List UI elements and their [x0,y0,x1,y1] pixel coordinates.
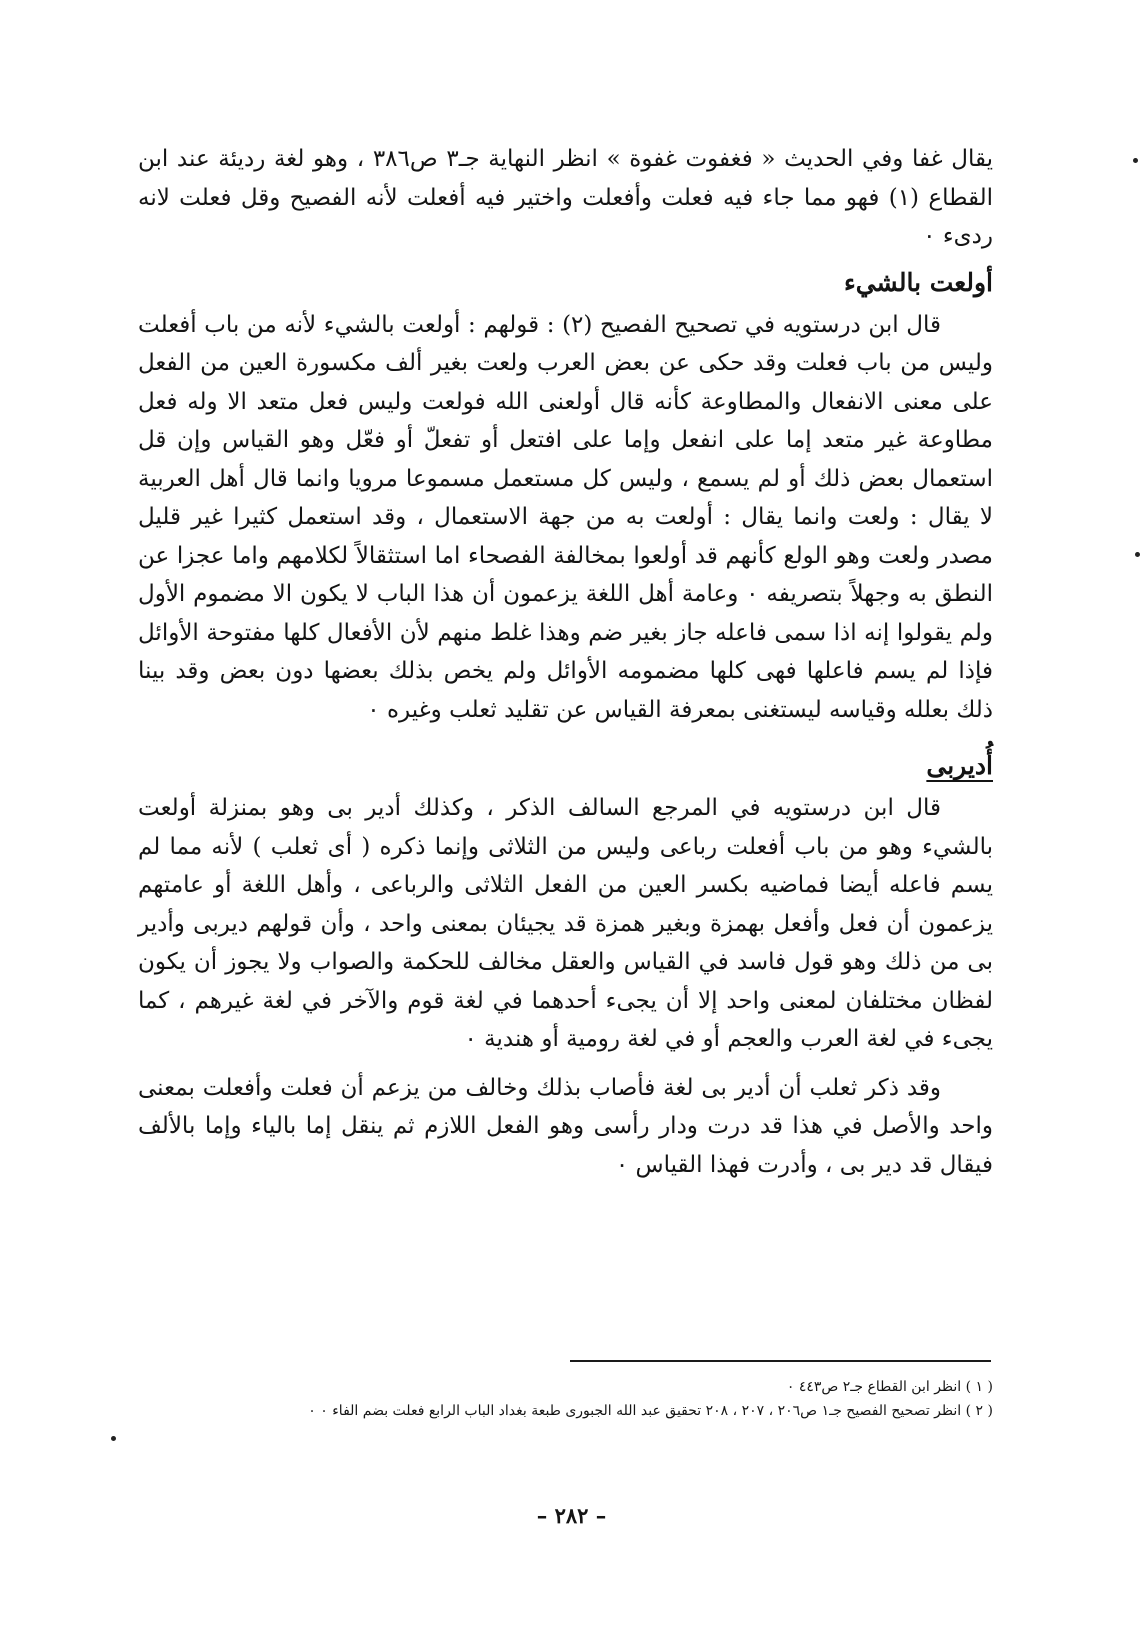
footnotes [138,1375,993,1423]
section-heading-text: أُديربى [926,751,993,780]
margin-dot [1133,158,1138,163]
page-body [138,140,993,1184]
margin-dot [111,1436,116,1441]
body-paragraph: قال ابن درستويه في المرجع السالف الذكر ، وكذلك أدير بى وهو بمنزلة أولعت بالشيء وهو من باب أفعلت رباعى وليس من الثلاثى وإنما ذكره ( أى ثعلب ) لأنه مما لم يسم فاعله أيضا فماضيه بكسر العين من الفعل الثلاثى والرباعى ، وأهل اللغة أو عامتهم يزعمون أن فعل وأفعل بهمزة وبغير همزة قد يجيئان بمعنى واحد ، وأن قولهم ديربى وأدير بى من ذلك وهو قول فاسد في القياس والعقل مخالف للحكمة والصواب ولا يجوز أن يكون لفظان مختلفان لمعنى واحد إلا أن يجىء أحدهما في لغة قوم والآخر في لغة غيرهم ، كما يجىء في لغة العرب والعجم أو في لغة رومية أو هندية ٠ [138,795,993,1052]
margin-dot [1135,552,1140,557]
section-heading-awlaat: أولعت بالشيء [843,267,993,297]
footnote-separator [570,1360,991,1362]
page-number: – ٢٨٢ – [536,1503,607,1528]
body-paragraph: قال ابن درستويه في تصحيح الفصيح (٢) : قولهم : أولعت بالشيء لأنه من باب أفعلت وليس من باب فعلت وقد حكى عن بعض العرب ولعت بغير ألف مكسورة العين من الفعل على معنى الانفعال والمطاوعة كأنه قال أولعنى الله فولعت وليس فعل متعد الا وله فعل مطاوعة غير متعد إما على انفعل وإما على افتعل أو تفعلّ أو فعّل وهو القياس وإن قل استعمال بعض ذلك أو لم يسمع ، وليس كل مستعمل مسموعا مرويا وانما قال أهل العربية لا يقال : ولعت وانما يقال : أولعت به من جهة الاستعمال ، وقد استعمل كثيرا غير قليل مصدر ولعت وهو الولع كأنهم قد أولعوا بمخالفة الفصحاء اما استثقالاً لكلامهم واما عجزا عن النطق به وجهلاً بتصريفه ٠ وعامة أهل اللغة يزعمون أن هذا الباب لا يكون الا مضموم الأول ولم يقولوا إنه اذا سمى فاعله جاز بغير ضم وهذا غلط منهم لأن الأفعال كلها مفتوحة الأوائل فإذا لم يسم فاعلها فهى كلها مضمومه الأوائل ولم يخص بذلك بعضها دون بعض وقد بينا ذلك بعلله وقياسه ليستغنى بمعرفة القياس عن تقليد ثعلب وغيره ٠ [138,311,993,723]
body-paragraph: وقد ذكر ثعلب أن أدير بى لغة فأصاب بذلك وخالف من يزعم أن فعلت وأفعلت بمعنى واحد والأصل في هذا قد درت ودار رأسى وهو الفعل اللازم ثم ينقل إما بالياء وإما بالألف فيقال قد دير بى ، وأدرت فهذا القياس ٠ [138,1074,993,1178]
intro-paragraph: يقال غفا وفي الحديث « فغفوت غفوة » انظر النهاية جـ٣ ص٣٨٦ ، وهو لغة رديئة عند ابن القطاع (١) فهو مما جاء فيه فعلت وأفعلت واختير فيه أفعلت لأنه الفصيح وقل فعلت لانه ردىء ٠ [138,146,994,249]
footnote: ( ١ ) انظر ابن القطاع جـ٢ ص٤٤٣ ٠ [786,1379,993,1395]
section-heading-udayribi [138,745,993,787]
footnote: ( ٢ ) انظر تصحيح الفصيح جـ١ ص٢٠٦ ، ٢٠٧ ، ٢٠٨ تحقيق عبد الله الجبورى طبعة بغداد الباب الرابع فعلت بضم الفاء ٠ ٠ [308,1403,993,1419]
